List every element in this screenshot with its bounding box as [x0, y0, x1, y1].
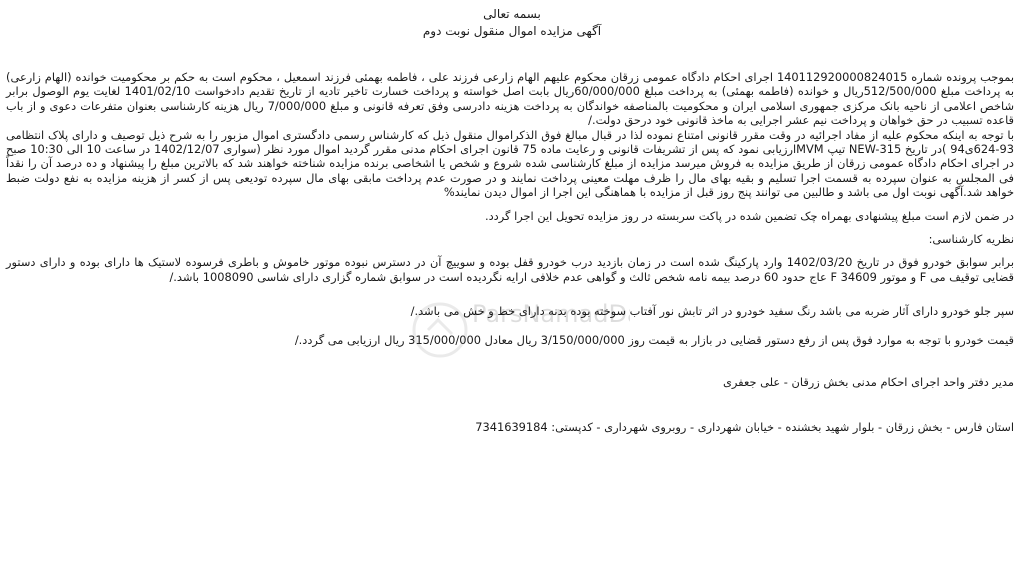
notice-body [6, 70, 1014, 434]
header [0, 6, 1024, 40]
page-subtitle: آگهی مزایده اموال منقول نوبت دوم [422, 24, 602, 38]
expert-opinion-heading: نظریه کارشناسی: [928, 232, 1014, 247]
paragraph-bumper: سپر جلو خودرو دارای آثار ضربه می باشد رنگ سفید خودرو در اثر تابش نور آفتاب سوخته بوده بدنه دارای خط و خش می باشد./ [410, 304, 1014, 319]
signature: مدیر دفتر واحد اجرای احکام مدنی بخش زرقان - علی جعفری [722, 375, 1014, 390]
paragraph-guarantee: در ضمن لازم است مبلغ پیشنهادی بهمراه چک تضمین شده در پاکت سربسته در روز مزایده تحویل این اجرا گردد. [484, 208, 1014, 223]
page-title: بسمه تعالی [483, 7, 541, 21]
paragraph-expert-record: برابر سوابق خودرو فوق در تاریخ 1402/03/20 وارد پارکینگ شده است در زمان بازدید درب خودرو قفل بوده و سوییچ آن در دسترس نبوده موتور خاموش و باطری فرسوده لاستیک ها دارای بوده و دارای دستور قضایی توقیف می F و موتور 34609 F عاج حدود 60 درصد بیمه نامه شخص ثالث و گواهی عدم خلافی ارایه نگردیده است در سوابق شماره گزاری دارای شاسی 1008090 باشد./ [6, 255, 1014, 284]
watermark-text: ParsNamadD [472, 300, 627, 328]
address: استان فارس - بخش زرقان - بلوار شهید بخشنده - خیابان شهرداری - روبروی شهرداری - کدپستی: 7341639184 [475, 419, 1014, 434]
paragraph-case: بموجب پرونده شماره 140112920000824015 اجرای احکام دادگاه عمومی زرقان محکوم علیهم الهام زارعی فرزند علی ، فاطمه بهمئی فرزند اسمعیل ، محکوم است به حکم بر محکومیت خوانده (الهام زارعی) به پرداخت مبلغ 512/500/000ریال و خوانده (فاطمه بهمئی) به پرداخت مبلغ 60/000/000ریال بابت اصل خواسته و پرداخت خسارت تاخیر تادیه از تاریخ تقدیم دادخواست 1401/02/10 لغایت یوم الوصول برابر شاخص اعلامی از ناحیه بانک مرکزی جمهوری اسلامی ایران و محکومیت بالمناصفه خواندگان به پرداخت هزینه دادرسی وفق تعرفه قانونی و مبلغ 7/000/000 ریال هزینه کارشناسی بعنوان متفرعات دعوی و از باب قاعده تسبیب در حق خواهان و پرداخت نیم عشر اجرایی به ماخذ قانونی خود درحق دولت./ [6, 70, 1014, 128]
paragraph-price: قیمت خودرو با توجه به موارد فوق پس از رفع دستور قضایی در بازار به قیمت روز 3/150/000/000 ریال معادل 315/000/000 ریال ارزیابی می گردد./ [294, 332, 1014, 347]
paragraph-auction: با توجه به اینکه محکوم علیه از مفاد اجرائیه در وقت مقرر قانونی امتناع نموده لذا در قبال مبالغ فوق الذکراموال منقول ذیل که کارشناس رسمی دادگستری اموال مزبور را به شرح ذیل توصیف و دارای پلاک انتظامی 93-624ی94 )در تاریخ NEW-315 تیپ MVMارزیابی نمود که پس از تشریفات قانونی و رعایت ماده 75 قانون اجرای احکام مدنی مقرر گردید اموال مورد نظر (سواری 1402/12/07 در ساعت 10 الی 10:30 صبح در اجرای احکام دادگاه عمومی زرقان از طریق مزایده به فروش میرسد مزایده از مبلغ کارشناسی شده شروع و شخص یا اشخاصی برنده مزایده شناخته خواهند شد که بالاترین مبلغ را پیشنهاد و ده درصد آن را نقداً فی المجلس به عنوان سپرده به قسمت اجرا تسلیم و بقیه بهای مال را ظرف مهلت معینی پرداخت نمایند و در صورت عدم پرداخت مابقی بهای مال سپرده تودیعی پس از کسر از هزینه مزایده به نفع دولت ضبط خواهد شد.آگهی نوبت اول می باشد و طالبین می توانند پنج روز قبل از مزایده با هماهنگی این اجرا از اموال دیدن نمایند% [6, 127, 1014, 200]
